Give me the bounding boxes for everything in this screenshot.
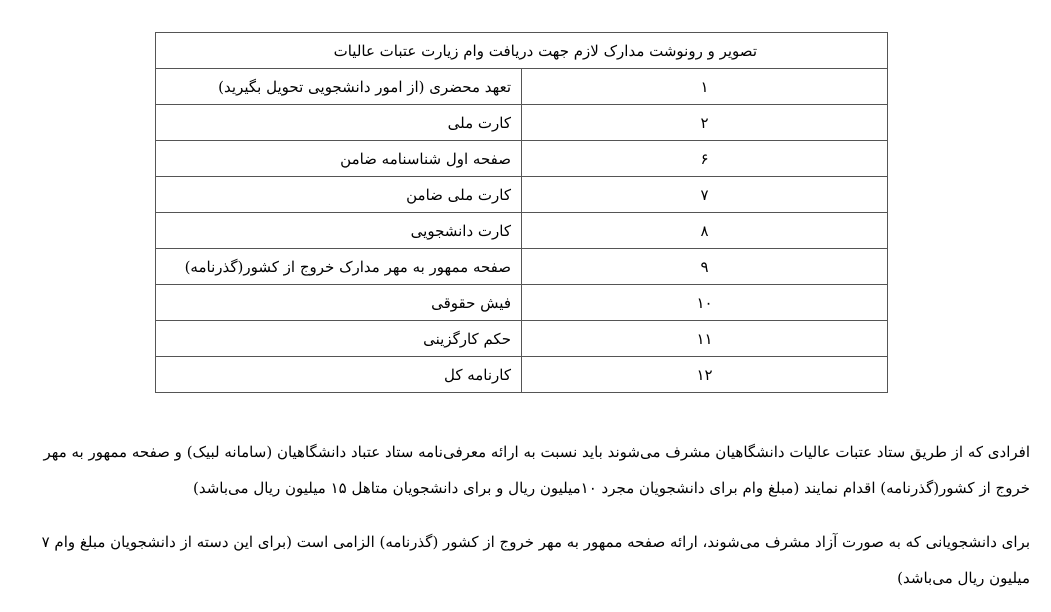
university-pilgrims-paragraph: افرادی که از طریق ستاد عتبات عالیات دانشگاهیان مشرف می‌شوند باید نسبت به ارائه معرفی‌نامه ستاد عتباد دانشگاهیان (سامانه لبیک) و صفحه ممهور به مهر خروج از کشور(گذرنامه) اقدام نمایند (مبلغ وام برای دانشجویان مجرد ۱۰میلیون ریال و برای دانشجویان متاهل ۱۵ میلیون ریال می‌باشد) xyxy=(43,443,1030,497)
row-text: صفحه ممهور به مهر مدارک خروج از کشور(گذرنامه) xyxy=(156,249,522,285)
table-row xyxy=(156,141,888,177)
table-row xyxy=(156,213,888,249)
documents-table xyxy=(155,32,888,393)
table-row xyxy=(156,357,888,393)
row-number: ۹ xyxy=(522,249,888,285)
row-text: کارت ملی ضامن xyxy=(156,177,522,213)
row-text: فیش حقوقی xyxy=(156,285,522,321)
table-title: تصویر و رونوشت مدارک لازم جهت دریافت وام زیارت عتبات عالیات xyxy=(156,33,888,69)
independent-pilgrims-paragraph: برای دانشجویانی که به صورت آزاد مشرف می‌شوند، ارائه صفحه ممهور به مهر خروج از کشور (گذرنامه) الزامی است (برای این دسته از دانشجویان مبلغ وام ۷ میلیون ریال می‌باشد) xyxy=(41,533,1030,587)
table-row xyxy=(156,285,888,321)
row-number: ۱۰ xyxy=(522,285,888,321)
row-number: ۱ xyxy=(522,69,888,105)
table-row xyxy=(156,105,888,141)
table-row xyxy=(156,177,888,213)
row-text: کارت ملی xyxy=(156,105,522,141)
row-number: ۲ xyxy=(522,105,888,141)
row-number: ۶ xyxy=(522,141,888,177)
row-text: کارنامه کل xyxy=(156,357,522,393)
row-text: تعهد محضری (از امور دانشجویی تحویل بگیرید) xyxy=(156,69,522,105)
row-text: کارت دانشجویی xyxy=(156,213,522,249)
row-number: ۱۲ xyxy=(522,357,888,393)
table-row xyxy=(156,69,888,105)
row-number: ۸ xyxy=(522,213,888,249)
row-number: ۷ xyxy=(522,177,888,213)
table-row xyxy=(156,249,888,285)
row-text: صفحه اول شناسنامه ضامن xyxy=(156,141,522,177)
row-text: حکم کارگزینی xyxy=(156,321,522,357)
table-title-row xyxy=(156,33,888,69)
table-row xyxy=(156,321,888,357)
row-number: ۱۱ xyxy=(522,321,888,357)
